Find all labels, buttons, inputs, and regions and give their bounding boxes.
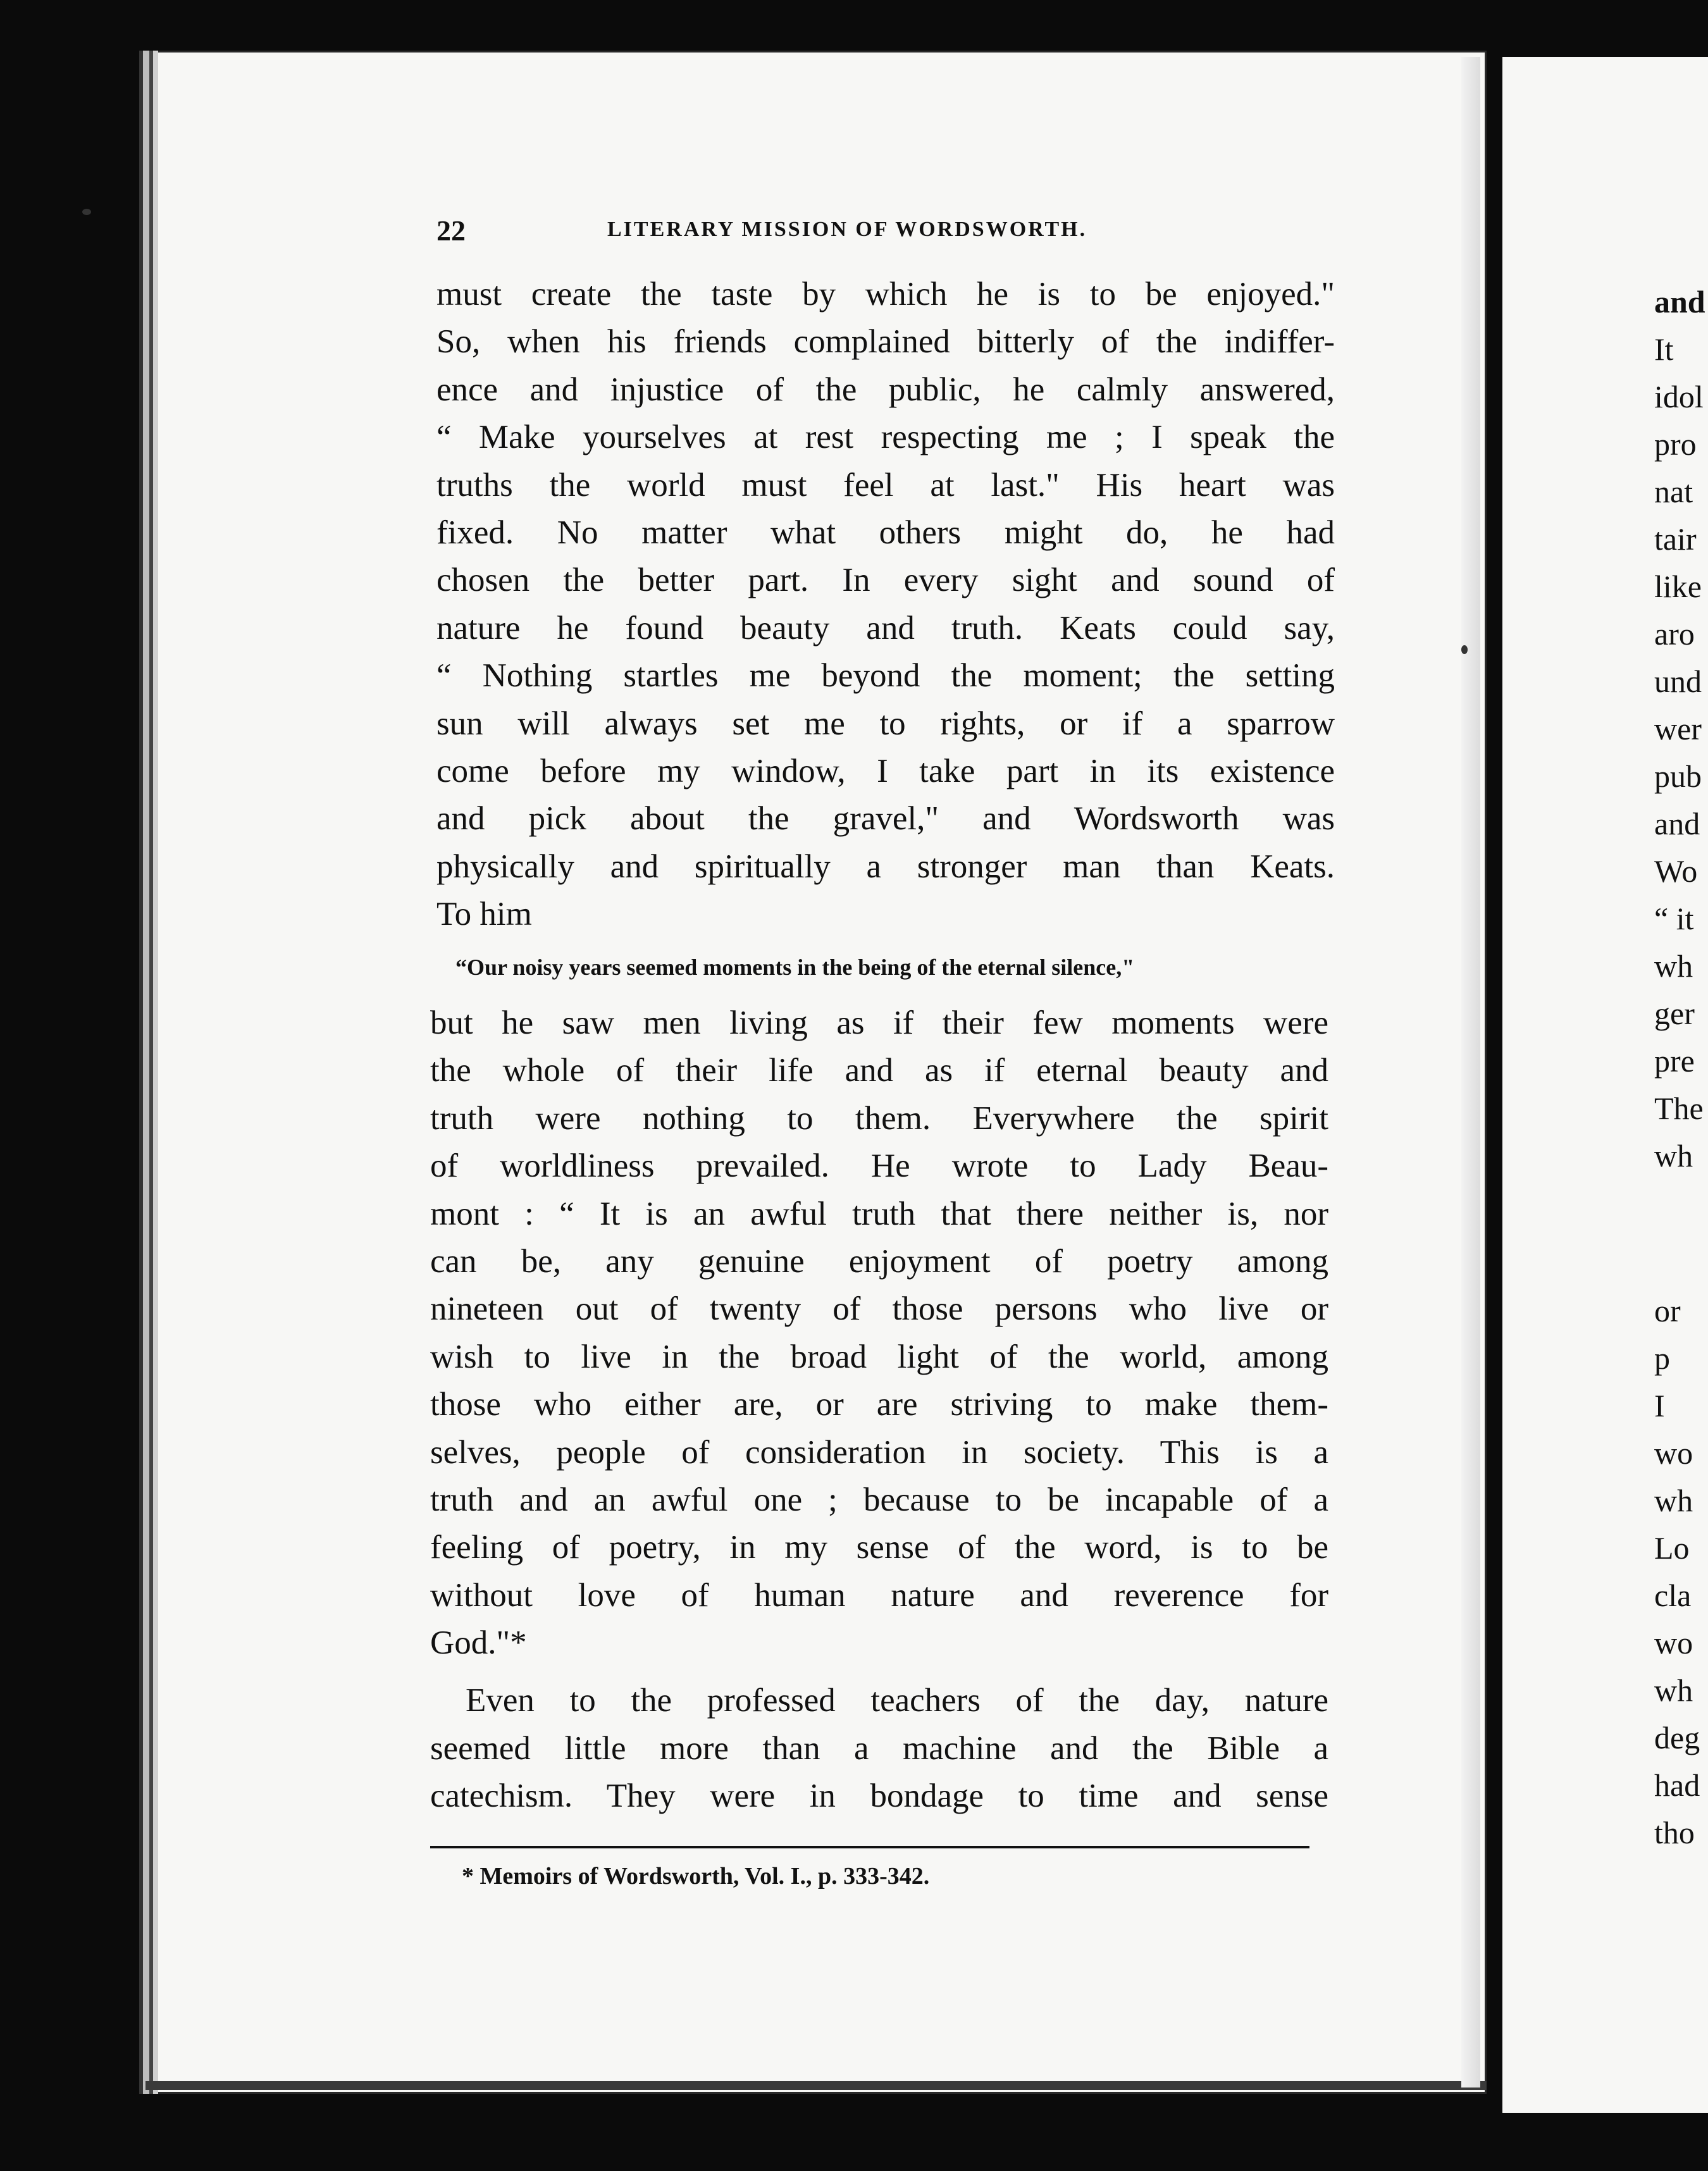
- text-line: must create the taste by which he is to be enjoyed.": [436, 276, 1335, 312]
- running-title: LITERARY MISSION OF WORDSWORTH.: [607, 218, 1087, 241]
- facing-line: Lo: [1654, 1530, 1690, 1566]
- text-line: To him: [436, 896, 532, 933]
- text-line: feeling of poetry, in my sense of the word, is to be: [430, 1529, 1328, 1566]
- facing-page-text: [1654, 278, 1708, 1857]
- facing-line: or: [1654, 1293, 1681, 1328]
- text-line: chosen the better part. In every sight and sound of: [436, 562, 1335, 599]
- text-line: selves, people of consideration in society. This is a: [430, 1433, 1328, 1471]
- page-number: 22: [436, 214, 466, 247]
- text-line: truth were nothing to them. Everywhere the spirit: [430, 1099, 1328, 1137]
- page-gutter: [1461, 57, 1480, 2088]
- facing-line: wo: [1654, 1435, 1693, 1471]
- text-line: “ Nothing startles me beyond the moment; the setting: [436, 657, 1335, 695]
- facing-line: wh: [1654, 1138, 1693, 1173]
- facing-line: idol: [1654, 379, 1704, 414]
- facing-line: wo: [1654, 1625, 1693, 1661]
- text-line: seemed little more than a machine and the Bible a: [430, 1729, 1328, 1767]
- text-line: and pick about the gravel," and Wordsworth was: [436, 800, 1335, 838]
- text-line: nineteen out of twenty of those persons who live or: [430, 1290, 1328, 1328]
- facing-line: tho: [1654, 1815, 1695, 1850]
- margin-speck: [1461, 645, 1468, 654]
- facing-line: wh: [1654, 948, 1693, 984]
- facing-line: It: [1654, 331, 1674, 367]
- footnote-rule: [430, 1846, 1309, 1848]
- margin-speck: [82, 209, 91, 215]
- text-line: nature he found beauty and truth. Keats could say,: [436, 609, 1335, 646]
- text-line: God."*: [430, 1624, 527, 1662]
- facing-line: cla: [1654, 1578, 1692, 1613]
- facing-line: nat: [1654, 474, 1693, 509]
- text-line: Even to the professed teachers of the day, nature: [466, 1682, 1328, 1719]
- paragraph-2: [430, 999, 1328, 1821]
- footnote: * Memoirs of Wordsworth, Vol. I., p. 333-342.: [462, 1863, 930, 1890]
- page-bottom-edge: [145, 2081, 1487, 2090]
- facing-line: and: [1654, 284, 1705, 319]
- text-line: those who either are, or are striving to make them-: [430, 1386, 1328, 1423]
- facing-line: “ it: [1654, 901, 1694, 936]
- text-line: wish to live in the broad light of the world, among: [430, 1338, 1328, 1375]
- text-line: “ Make yourselves at rest respecting me ; I speak the: [436, 419, 1335, 456]
- facing-line: and: [1654, 806, 1700, 841]
- paragraph-3: [430, 1677, 1328, 1820]
- text-line: can be, any genuine enjoyment of poetry among: [430, 1242, 1328, 1280]
- facing-line: I: [1654, 1388, 1665, 1423]
- block-quote: “Our noisy years seemed moments in the being of the eternal silence,": [455, 955, 1135, 980]
- text-line: mont : “ It is an awful truth that there neither is, nor: [430, 1195, 1328, 1232]
- facing-line: like: [1654, 569, 1702, 604]
- text-line: of worldliness prevailed. He wrote to Lady Beau-: [430, 1147, 1328, 1185]
- facing-line: ger: [1654, 996, 1695, 1031]
- facing-line: pre: [1654, 1043, 1695, 1079]
- page-stack-edge: [139, 51, 168, 2094]
- facing-line: pub: [1654, 758, 1702, 794]
- text-line: catechism. They were in bondage to time and sense: [430, 1778, 1328, 1815]
- facing-line: pro: [1654, 426, 1697, 462]
- facing-line: aro: [1654, 616, 1695, 652]
- facing-line: deg: [1654, 1720, 1700, 1755]
- text-line: fixed. No matter what others might do, he had: [436, 514, 1335, 551]
- paragraph-1: [436, 271, 1335, 938]
- text-line: without love of human nature and reverence for: [430, 1576, 1328, 1614]
- text-line: sun will always set me to rights, or if a sparrow: [436, 705, 1335, 742]
- text-line: physically and spiritually a stronger man than Keats.: [436, 848, 1335, 885]
- facing-line: p: [1654, 1340, 1670, 1376]
- text-line: come before my window, I take part in its existence: [436, 752, 1335, 789]
- text-line: the whole of their life and as if eternal beauty and: [430, 1052, 1328, 1089]
- text-line: but he saw men living as if their few moments were: [430, 1005, 1328, 1041]
- text-line: ence and injustice of the public, he calmly answered,: [436, 371, 1335, 408]
- facing-line: had: [1654, 1767, 1700, 1803]
- facing-line: tair: [1654, 521, 1697, 557]
- running-head: [436, 214, 1335, 252]
- facing-line: und: [1654, 664, 1702, 699]
- text-line: So, when his friends complained bitterly of the indiffer-: [436, 323, 1335, 361]
- text-line: truth and an awful one ; because to be incapable of a: [430, 1481, 1328, 1518]
- facing-line: The: [1654, 1091, 1704, 1126]
- facing-line: wer: [1654, 711, 1702, 746]
- text-line: truths the world must feel at last." His heart was: [436, 466, 1335, 504]
- facing-line: wh: [1654, 1483, 1693, 1518]
- facing-line: wh: [1654, 1673, 1693, 1708]
- facing-line: Wo: [1654, 853, 1698, 889]
